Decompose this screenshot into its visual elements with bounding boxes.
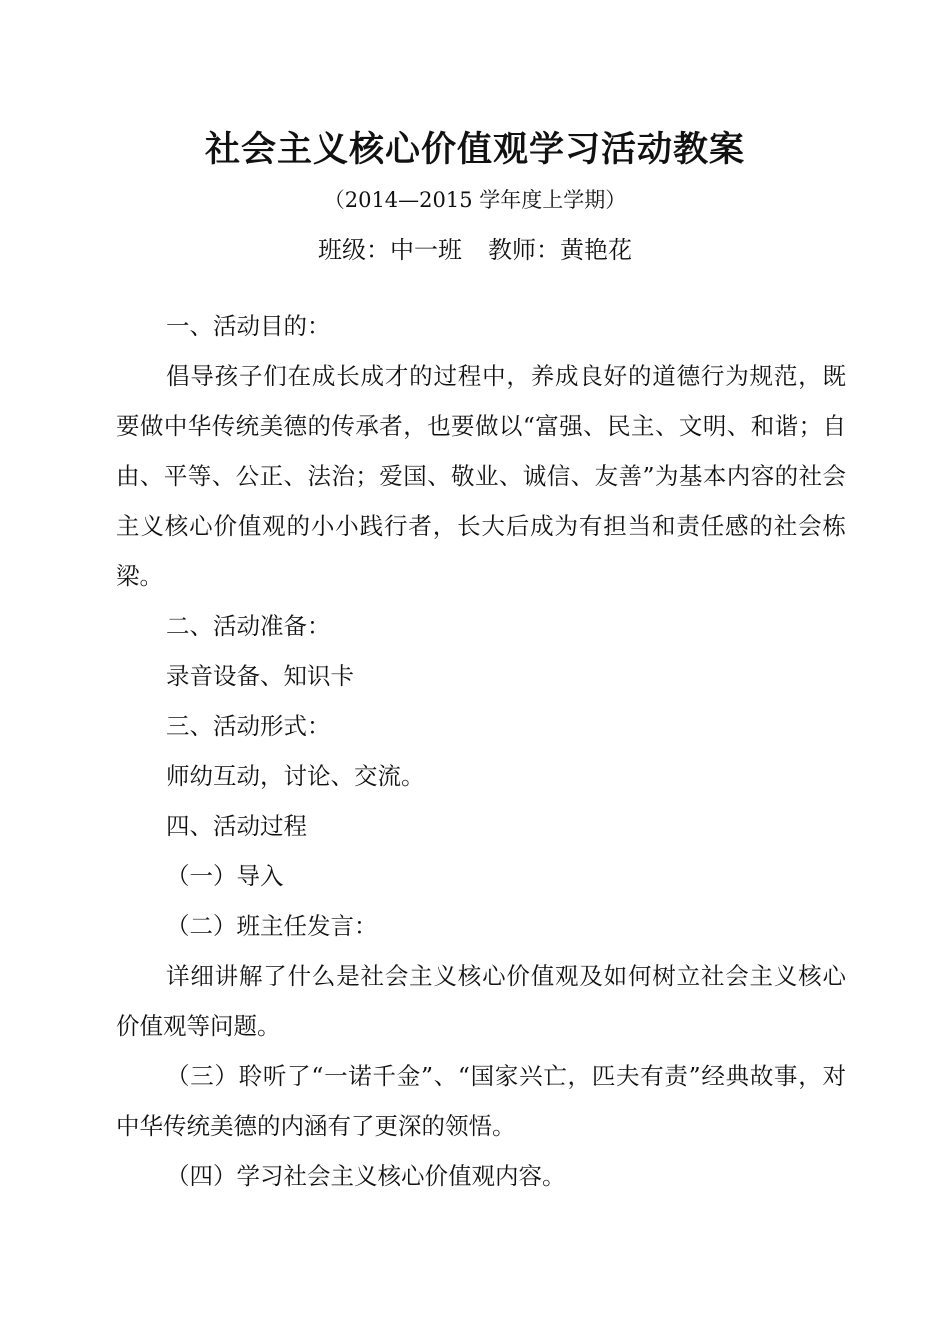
class-teacher-line xyxy=(0,232,950,268)
document-title: 社会主义核心价值观学习活动教案 xyxy=(204,129,745,170)
process-step-stories: （三）聆听了“一诺千金”、“国家兴亡，匹夫有责”经典故事，对中华传统美德的内涵有了更深的领悟。 xyxy=(116,1062,846,1140)
process-step-study: （四）学习社会主义核心价值观内容。 xyxy=(166,1162,566,1190)
paragraph-preparation: 录音设备、知识卡 xyxy=(166,662,354,690)
process-step-teacher-speech: （二）班主任发言： xyxy=(166,912,378,940)
document-subtitle: （2014—2015 学年度上学期） xyxy=(323,188,627,212)
document-body xyxy=(116,301,846,1201)
teacher-label: 教师：黄艳花 xyxy=(488,236,632,264)
section-heading-preparation: 二、活动准备： xyxy=(166,612,331,640)
process-step-intro: （一）导入 xyxy=(166,862,284,890)
paragraph-purpose: 倡导孩子们在成长成才的过程中，养成良好的道德行为规范，既要做中华传统美德的传承者，也要做以“富强、民主、文明、和谐；自由、平等、公正、法治；爱国、敬业、诚信、友善”为基本内容的社会主义核心价值观的小小践行者，长大后成为有担当和责任感的社会栋梁。 xyxy=(116,362,846,590)
paragraph-teacher-speech: 详细讲解了什么是社会主义核心价值观及如何树立社会主义核心价值观等问题。 xyxy=(116,962,846,1040)
section-heading-purpose: 一、活动目的： xyxy=(166,312,331,340)
section-heading-format: 三、活动形式： xyxy=(166,712,331,740)
class-label: 班级：中一班 xyxy=(318,236,462,264)
section-heading-process: 四、活动过程 xyxy=(166,812,307,840)
paragraph-format: 师幼互动，讨论、交流。 xyxy=(166,762,425,790)
